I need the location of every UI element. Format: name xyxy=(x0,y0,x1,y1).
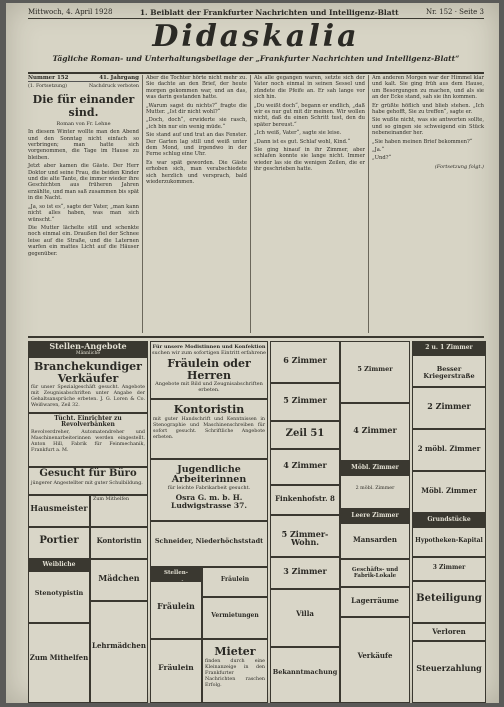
paragraph: „Und?“ xyxy=(372,155,392,162)
ad-2-moebl-zimmer xyxy=(412,429,486,471)
paragraph: „Sie haben meinen Brief bekommen?“ xyxy=(372,138,473,145)
ad-verloren xyxy=(412,623,486,641)
ad-title: 5 Zimmer-Wohn. xyxy=(281,529,329,548)
ad-title: Hausmeister xyxy=(30,503,88,513)
ad-title: Geschäfts- und Fabrik-Lokale xyxy=(351,567,399,579)
ad-title: 2 Zimmer xyxy=(427,401,471,411)
paragraph: Sie ging hinauf in ihr Zimmer, aber schlafen konnte sie lange nicht. Immer wieder las sie die wenigen Zeilen, die er ihr geschrieben hatte. xyxy=(254,147,365,173)
ad-title: 5 Zimmer xyxy=(357,365,393,373)
ad-finkenhof xyxy=(270,485,340,515)
ad-title: Stellen-Angebote xyxy=(49,341,127,351)
ad-vermietungen-box xyxy=(202,597,268,639)
ad-title: Mieter xyxy=(214,645,256,658)
ad-kontoristin xyxy=(150,399,268,459)
ad-hypotheken xyxy=(412,527,486,557)
ad-vermietung-col xyxy=(340,341,410,403)
ad-title: Bekanntmachung xyxy=(272,668,338,676)
ad-title: Grundstücke xyxy=(427,516,471,523)
ad-fraeulein-herren xyxy=(150,341,268,399)
ad-filler xyxy=(90,495,148,527)
ad-title: Leere Zimmer xyxy=(351,512,399,519)
ad-subtitle: Männliche xyxy=(75,351,101,356)
ad-beteiligung xyxy=(412,581,486,623)
paragraph: „Ja.“ xyxy=(372,147,385,154)
ad-title: Jugendliche Arbeiterinnen xyxy=(171,464,247,485)
header-publication: 1. Beiblatt der Frankfurter Nachrichten und Intelligenz-Blatt xyxy=(139,8,399,17)
paragraph: Die Mutter lächelte still und schenkte noch einmal ein. Draußen fiel der Schnee leise auf die Straße, und die Laternen warfen ein mattes Licht auf die Häuser gegenüber. xyxy=(28,224,139,257)
ad-title: Kontoristin xyxy=(96,536,142,545)
ad-wohnung-filler xyxy=(412,557,486,581)
ad-mieter xyxy=(202,639,268,703)
article-column-3 xyxy=(254,75,365,333)
paragraph: „Warum sagst du nichts?“ fragte die Mutter. „Ist dir nicht wohl?“ xyxy=(146,102,247,116)
paragraph: „Doch, doch“, erwiderte sie rasch, „ich bin nur ein wenig müde.“ xyxy=(146,117,247,130)
ad-title: Möbl. Zimmer xyxy=(421,486,477,495)
column-rule xyxy=(142,75,143,333)
ad-title: 2 möbl. Zimmer xyxy=(417,444,481,453)
header-date: Mittwoch, 4. April 1928 xyxy=(28,8,113,16)
paragraph: In diesem Winter wollte man den Abend und den Sonntag nicht einfach so verbringen; man hatte sich vorgenommen, die Tage im Hause zu bleiben. xyxy=(28,129,139,161)
ad-lehrmaedchen xyxy=(90,601,148,703)
article-meta xyxy=(28,84,139,90)
ad-title: Schneider, Niederhöchststadt xyxy=(154,537,264,545)
ad-hausmeister xyxy=(28,495,90,527)
ad-firm: Osra G. m. b. H. Ludwigstrasse 37. xyxy=(171,492,247,510)
ad-4-zimmer xyxy=(270,449,340,485)
ad-steuer xyxy=(412,641,486,703)
ad-title: Besser Kriegerstraße xyxy=(423,365,475,380)
ad-fraeulein xyxy=(150,581,202,639)
ad-3-zimmer-list xyxy=(270,589,340,647)
ad-title: Tücht. Einrichter zu Revolverbänken xyxy=(54,415,122,429)
paragraph: „Ja, so ist es“, sagte der Vater, „man kann nicht alles haben, was man sich wünscht.“ xyxy=(28,203,139,223)
ad-portier xyxy=(28,527,90,559)
ad-title: Mädchen xyxy=(98,573,140,583)
ad-filler xyxy=(202,567,268,597)
ad-text: mit guter Handschrift und Kenntnissen in Stenographie und Maschinenschreiben für sofort gesucht. Schriftliche Angebote erbeten. xyxy=(153,416,265,440)
ad-intro-text: suchen wir zum sofortigen Eintritt erfahrene xyxy=(151,350,267,356)
ad-text: für unser Spezialgeschäft gesucht. Angebote mit Zeugnisabschriften unter Angabe der Gehaltsansprüche erbeten. J. G. Loren & Co. Weißwaren, Zeil 32. xyxy=(31,385,145,409)
ad-title: Verloren xyxy=(432,627,466,636)
ad-intro: Für unsere Modistinnen und Konfektion xyxy=(152,344,266,350)
issue-number: Nummer 152 xyxy=(28,75,69,81)
ad-title: Branchekundiger Verkäufer xyxy=(34,360,142,385)
ad-title: 5 Zimmer xyxy=(283,395,327,405)
ad-kriegerstrasse xyxy=(412,355,486,387)
ad-title: Fräulein xyxy=(220,576,250,583)
paragraph: Jetzt aber kamen die Gäste. Der Herr Doktor und seine Frau, die beiden Kinder und die alte Tante, die immer wieder ihre Geschichten aus früheren Jahren erzählte, und man saß zusammen bis spät in die Nacht. xyxy=(28,163,139,202)
ad-title: Zum Mithelfen xyxy=(29,653,89,662)
ad-title: 6 Zimmer xyxy=(283,355,327,365)
ad-title: Mansarden xyxy=(353,535,397,544)
ad-title: Stenotypistin xyxy=(34,589,84,597)
masthead-subtitle: Tägliche Roman- und Unterhaltungsbeilage der „Frankfurter Nachrichten und Intelligenz-Blatt“ xyxy=(52,54,460,63)
article-continuation: (1. Fortsetzung) xyxy=(28,84,68,90)
ad-title: Portier xyxy=(39,535,79,546)
paragraph: Er grüßte höflich und blieb stehen. „Ich habe gehofft, Sie zu treffen“, sagte er. xyxy=(372,102,484,116)
ad-grundstuecke xyxy=(412,513,486,527)
header-page: Seite 3 xyxy=(459,8,484,16)
issue-line xyxy=(28,75,139,82)
ad-stellen-angebote xyxy=(28,341,148,357)
ad-4-zimmer-right xyxy=(340,403,410,461)
paragraph: Aber die Tochter hörte nicht mehr zu. Sie dachte an den Brief, der heute morgen gekommen war, und an das, was darin gestanden hatte. xyxy=(146,75,247,101)
ad-title: 3 Zimmer xyxy=(432,564,466,571)
ad-geschaeftslokale xyxy=(340,559,410,587)
paragraph: „Du weißt doch“, begann er endlich, „daß wir es nur gut mit dir meinen. Wir wollen nicht, daß du einen Schritt tust, den du später bereust.“ xyxy=(254,102,365,128)
ad-fraeulein-bottom xyxy=(150,639,202,703)
ad-2-1-zimmer xyxy=(412,341,486,355)
ad-2-zimmer xyxy=(412,387,486,429)
ad-title: Stellen- xyxy=(164,570,188,576)
ad-text: jüngerer Angestellter mit guter Schulbildung. xyxy=(31,480,143,486)
paragraph: Am anderen Morgen war der Himmel klar und kalt. Sie ging früh aus dem Hause, um Besorgungen zu machen, und als sie an der Ecke stand, sah sie ihn kommen. xyxy=(372,75,484,101)
ad-title: Weibliche xyxy=(42,561,76,568)
ads-divider xyxy=(28,336,484,338)
article-byline: Roman von Fr. Lehne xyxy=(56,120,111,127)
ad-stellen-gesuche xyxy=(150,567,202,581)
ad-title: Steuerzahlung xyxy=(416,663,482,673)
article-column-1 xyxy=(28,75,139,333)
ad-title: Beteiligung xyxy=(416,593,482,604)
ad-stenotypistin xyxy=(28,571,90,623)
ad-leere-zimmer xyxy=(340,509,410,523)
paragraph: „Ich weiß, Vater“, sagte sie leise. xyxy=(254,130,342,137)
ad-text: Zum Mithelfen xyxy=(93,497,130,502)
ad-title: Fräulein oder Herren xyxy=(167,357,251,382)
paragraph: Es war spät geworden. Die Gäste erhoben sich, man verabschiedete sich herzlich und versprach, bald wiederzukommen. xyxy=(146,159,247,186)
ad-text: 2 möbl. Zimmer xyxy=(355,486,395,491)
ad-5-zimmer-wohnung xyxy=(270,515,340,557)
paragraph: Sie stand auf und trat an das Fenster. Der Garten lag still und weiß unter dem Mond, und irgendwo in der Ferne schlug eine Uhr. xyxy=(146,132,247,158)
article-column-4 xyxy=(372,75,484,333)
article-headline: Die für einander sind. xyxy=(32,92,135,119)
ad-kontoristin-small xyxy=(90,527,148,559)
continued-note: (Fortsetzung folgt.) xyxy=(434,163,484,170)
ad-title: Lagerräume xyxy=(351,596,399,605)
ad-revolver xyxy=(28,413,148,467)
ad-title: Möbl. Zimmer xyxy=(351,464,399,471)
ad-moebl-box xyxy=(340,475,410,509)
newspaper-page xyxy=(6,3,499,703)
ad-mithelfen xyxy=(28,623,90,703)
header-number: Nr. 152 xyxy=(425,8,453,16)
ad-verkaeufe xyxy=(340,617,410,703)
ad-arbeiterinnen xyxy=(150,459,268,521)
ad-title: Fräulein xyxy=(158,663,194,672)
ad-title: Vermietungen xyxy=(211,612,259,619)
ad-6-zimmer xyxy=(270,341,340,383)
ad-title: 4 Zimmer xyxy=(283,460,327,470)
ad-weibliche xyxy=(28,559,90,571)
ad-title: Zeil 51 xyxy=(285,428,325,439)
ad-text: Angebote mit Bild und Zeugnisabschriften erbeten. xyxy=(155,381,263,394)
ad-bekanntmachung xyxy=(270,647,340,703)
article-column-2 xyxy=(146,75,247,333)
ad-3-zimmer xyxy=(270,557,340,589)
ad-text: Revolverdreher, Automatendreher und Maschinenarbeiterinnen werden eingestellt. Anton Hill, Fabrik für Feinmechanik, Frankfurt a. M. xyxy=(31,429,145,453)
issue-year: 41. Jahrgang xyxy=(99,75,139,81)
ad-moebl-zimmer xyxy=(340,461,410,475)
ad-title: Verkäufe xyxy=(357,651,393,660)
ad-text: für leichte Fabrikarbeit gesucht. xyxy=(167,484,251,491)
ad-title: 2 u. 1 Zimmer xyxy=(425,344,473,351)
paragraph: „Dann ist es gut. Schlaf wohl, Kind.“ xyxy=(254,138,351,145)
column-rule xyxy=(250,75,251,333)
ad-title: Hypotheken-Kapital xyxy=(415,537,483,544)
ad-buero xyxy=(28,467,148,495)
ad-lagerraeume xyxy=(340,587,410,617)
masthead-title: Didaskalia xyxy=(152,19,360,54)
masthead xyxy=(28,20,484,74)
paragraph: Sie wußte nicht, was sie antworten sollte, und so gingen sie schweigend ein Stück nebeneinander her. xyxy=(372,117,484,137)
ad-schneider xyxy=(150,521,268,567)
ad-5-zimmer xyxy=(270,383,340,421)
ad-title: Kontoristin xyxy=(173,403,245,416)
ad-title: Lehrmädchen xyxy=(92,641,146,650)
page-header: Mittwoch, 4. April 1928 1. Beiblatt der Frankfurter Nachrichten und Intelligenz-Blatt Nr. 152 · Seite 3 xyxy=(28,8,484,17)
ad-zeil xyxy=(270,421,340,449)
ad-list-right xyxy=(412,471,486,513)
ad-mansarden xyxy=(340,523,410,559)
ad-title: Gesucht für Büro xyxy=(39,468,137,479)
ad-text: finden durch eine Kleinanzeige in den Frankfurter Nachrichten raschen Erfolg. xyxy=(205,658,265,688)
ad-title: 3 Zimmer xyxy=(283,566,327,576)
ad-verkaeufer xyxy=(28,357,148,413)
ad-title: Villa xyxy=(296,609,314,618)
paragraph: Als alle gegangen waren, setzte sich der Vater noch einmal in seinen Sessel und zündete die Pfeife an. Er sah lange vor sich hin. xyxy=(254,75,365,101)
ad-title: 4 Zimmer xyxy=(353,425,397,435)
ad-maedchen xyxy=(90,559,148,601)
article-copyright: Nachdruck verboten xyxy=(88,84,139,90)
ad-title: Finkenhofstr. 8 xyxy=(275,494,335,503)
column-rule xyxy=(368,75,369,333)
ad-title: Fräulein xyxy=(157,601,195,611)
